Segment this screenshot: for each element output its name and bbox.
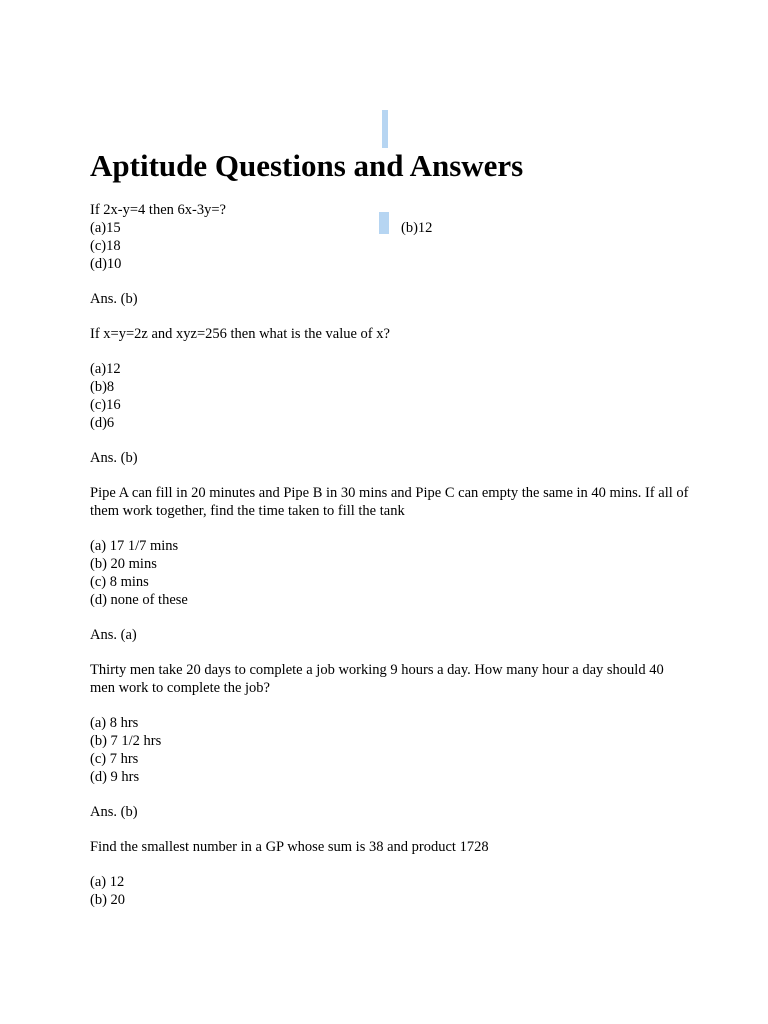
option-a: (a) 8 hrs <box>90 715 139 731</box>
option-c: (c) 8 mins <box>90 574 149 590</box>
question-text: If x=y=2z and xyz=256 then what is the value of x? <box>90 326 390 342</box>
answer-text: Ans. (b) <box>90 804 138 820</box>
option-d: (d)6 <box>90 415 115 431</box>
option-a: (a) 12 <box>90 874 125 890</box>
answer-text: Ans. (b) <box>90 291 138 307</box>
option-d: (d)10 <box>90 256 122 272</box>
question-text: Thirty men take 20 days to complete a job working 9 hours a day. How many hour a day should 40 men work to complete the job? <box>90 662 664 696</box>
question-text: Find the smallest number in a GP whose sum is 38 and product 1728 <box>90 839 489 855</box>
option-c: (c) 7 hrs <box>90 751 139 767</box>
question-text: Pipe A can fill in 20 minutes and Pipe B in 30 mins and Pipe C can empty the same in 40 mins. If all of them work together, find the time taken to fill the tank <box>90 485 689 519</box>
option-b: (b)12 <box>401 220 433 236</box>
option-a: (a)15 <box>90 220 121 236</box>
option-d: (d) none of these <box>90 592 188 608</box>
question-block <box>90 484 690 644</box>
text-cursor-marker <box>382 110 388 148</box>
question-block <box>90 838 690 909</box>
option-a: (a)12 <box>90 361 121 377</box>
document-title: Aptitude Questions and Answers <box>90 148 524 183</box>
option-b: (b) 20 <box>90 892 126 908</box>
option-a: (a) 17 1/7 mins <box>90 538 179 554</box>
answer-text: Ans. (b) <box>90 450 138 466</box>
option-row <box>90 219 690 237</box>
option-b: (b)8 <box>90 379 115 395</box>
question-block <box>90 325 690 467</box>
option-c: (c)18 <box>90 238 121 254</box>
question-text: If 2x-y=4 then 6x-3y=? <box>90 202 226 218</box>
option-b: (b) 20 mins <box>90 556 157 572</box>
option-d: (d) 9 hrs <box>90 769 140 785</box>
question-block <box>90 661 690 821</box>
questions-section <box>90 201 690 909</box>
option-c: (c)16 <box>90 397 121 413</box>
answer-text: Ans. (a) <box>90 627 137 643</box>
option-b: (b) 7 1/2 hrs <box>90 733 162 749</box>
question-block <box>90 201 690 308</box>
